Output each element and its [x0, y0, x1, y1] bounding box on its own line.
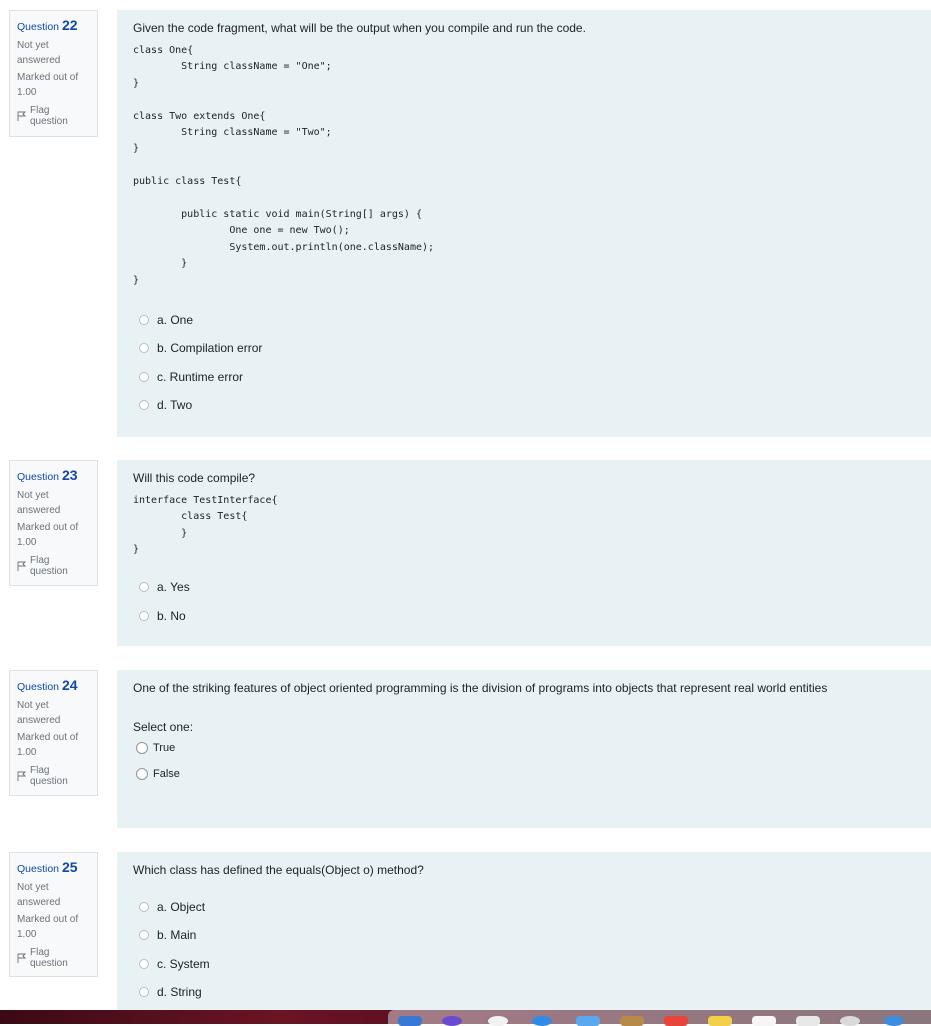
radio-button[interactable]: [139, 902, 149, 912]
flag-question-label: Flag question: [30, 947, 68, 969]
option-label: False: [153, 768, 180, 780]
question-grade: Marked out of 1.00: [17, 914, 79, 940]
radio-button[interactable]: [139, 372, 149, 382]
question-content: [117, 852, 931, 1010]
app-icon[interactable]: [884, 1016, 904, 1026]
question-info: [9, 670, 98, 796]
radio-button[interactable]: [139, 611, 149, 621]
question-number: Question 23: [17, 467, 78, 483]
option-c[interactable]: [139, 370, 243, 384]
option-label: b. Main: [157, 928, 197, 942]
flag-icon: [17, 953, 26, 963]
question-text: Which class has defined the equals(Object o) method?: [133, 863, 424, 877]
select-one-prompt: Select one:: [133, 720, 194, 734]
option-label: a. Yes: [157, 580, 190, 594]
flag-icon: [17, 111, 26, 121]
option-d[interactable]: [139, 398, 192, 412]
question-state: Not yet answered: [17, 882, 61, 908]
question-info: [9, 460, 98, 586]
calendar-icon[interactable]: [664, 1016, 688, 1026]
option-label: b. No: [157, 609, 186, 623]
flag-question-label: Flag question: [30, 765, 68, 787]
option-false[interactable]: [136, 768, 180, 780]
radio-button[interactable]: [139, 959, 149, 969]
question-state: Not yet answered: [17, 40, 61, 66]
question-content: [117, 460, 931, 646]
mail-icon[interactable]: [576, 1016, 600, 1026]
question-text: One of the striking features of object oriented programming is the division of programs into objects that represent real world entities: [133, 681, 828, 695]
option-b[interactable]: [139, 609, 186, 623]
option-label: d. String: [157, 985, 202, 999]
radio-button[interactable]: [136, 768, 148, 780]
radio-button[interactable]: [139, 987, 149, 997]
safari-icon[interactable]: [532, 1016, 552, 1026]
option-label: c. Runtime error: [157, 370, 244, 384]
question-number: Question 24: [17, 677, 78, 693]
option-a[interactable]: [139, 900, 205, 914]
option-label: True: [153, 742, 176, 754]
flag-question-link[interactable]: [17, 765, 90, 787]
question-content: [117, 670, 931, 828]
app-icon[interactable]: [442, 1016, 462, 1026]
code-block: class One{ String className = "One"; } class Two extends One{ String className = "Two"; } public class Test{ public static void main(String[] args) { One one = new Two(); System.out.println(one.className); } }: [133, 45, 435, 286]
question-info: [9, 10, 98, 137]
option-d[interactable]: [139, 985, 202, 999]
flag-question-link[interactable]: [17, 555, 90, 577]
option-a[interactable]: [139, 313, 193, 327]
option-label: a. Object: [157, 900, 206, 914]
flag-question-link[interactable]: [17, 947, 90, 969]
flag-icon: [17, 561, 26, 571]
question-number: Question 22: [17, 17, 78, 33]
flag-question-link[interactable]: [17, 105, 90, 127]
reminders-icon[interactable]: [752, 1016, 776, 1026]
option-label: b. Compilation error: [157, 341, 263, 355]
question-text: Will this code compile?: [133, 471, 256, 485]
contacts-icon[interactable]: [620, 1016, 644, 1026]
finder-icon[interactable]: [398, 1016, 422, 1026]
option-c[interactable]: [139, 957, 210, 971]
app-icon[interactable]: [796, 1016, 820, 1026]
option-label: a. One: [157, 313, 194, 327]
radio-button[interactable]: [139, 343, 149, 353]
question-grade: Marked out of 1.00: [17, 732, 79, 758]
radio-button[interactable]: [136, 742, 148, 754]
option-b[interactable]: [139, 341, 262, 355]
option-a[interactable]: [139, 580, 190, 594]
radio-button[interactable]: [139, 930, 149, 940]
flag-icon: [17, 771, 26, 781]
notes-icon[interactable]: [708, 1016, 732, 1026]
app-icon[interactable]: [488, 1016, 508, 1026]
app-icon[interactable]: [840, 1016, 860, 1026]
option-b[interactable]: [139, 928, 196, 942]
question-grade: Marked out of 1.00: [17, 522, 79, 548]
option-label: c. System: [157, 957, 210, 971]
question-content: [117, 10, 931, 437]
question-number: Question 25: [17, 859, 78, 875]
flag-question-label: Flag question: [30, 555, 68, 577]
option-true[interactable]: [136, 742, 175, 754]
question-state: Not yet answered: [17, 700, 61, 726]
question-text: Given the code fragment, what will be the output when you compile and run the code.: [133, 21, 586, 35]
radio-button[interactable]: [139, 315, 149, 325]
question-grade: Marked out of 1.00: [17, 72, 79, 98]
question-state: Not yet answered: [17, 490, 61, 516]
radio-button[interactable]: [139, 582, 149, 592]
radio-button[interactable]: [139, 400, 149, 410]
option-label: d. Two: [157, 398, 193, 412]
question-info: [9, 852, 98, 977]
code-block: interface TestInterface{ class Test{ } }: [133, 495, 278, 556]
flag-question-label: Flag question: [30, 105, 68, 127]
